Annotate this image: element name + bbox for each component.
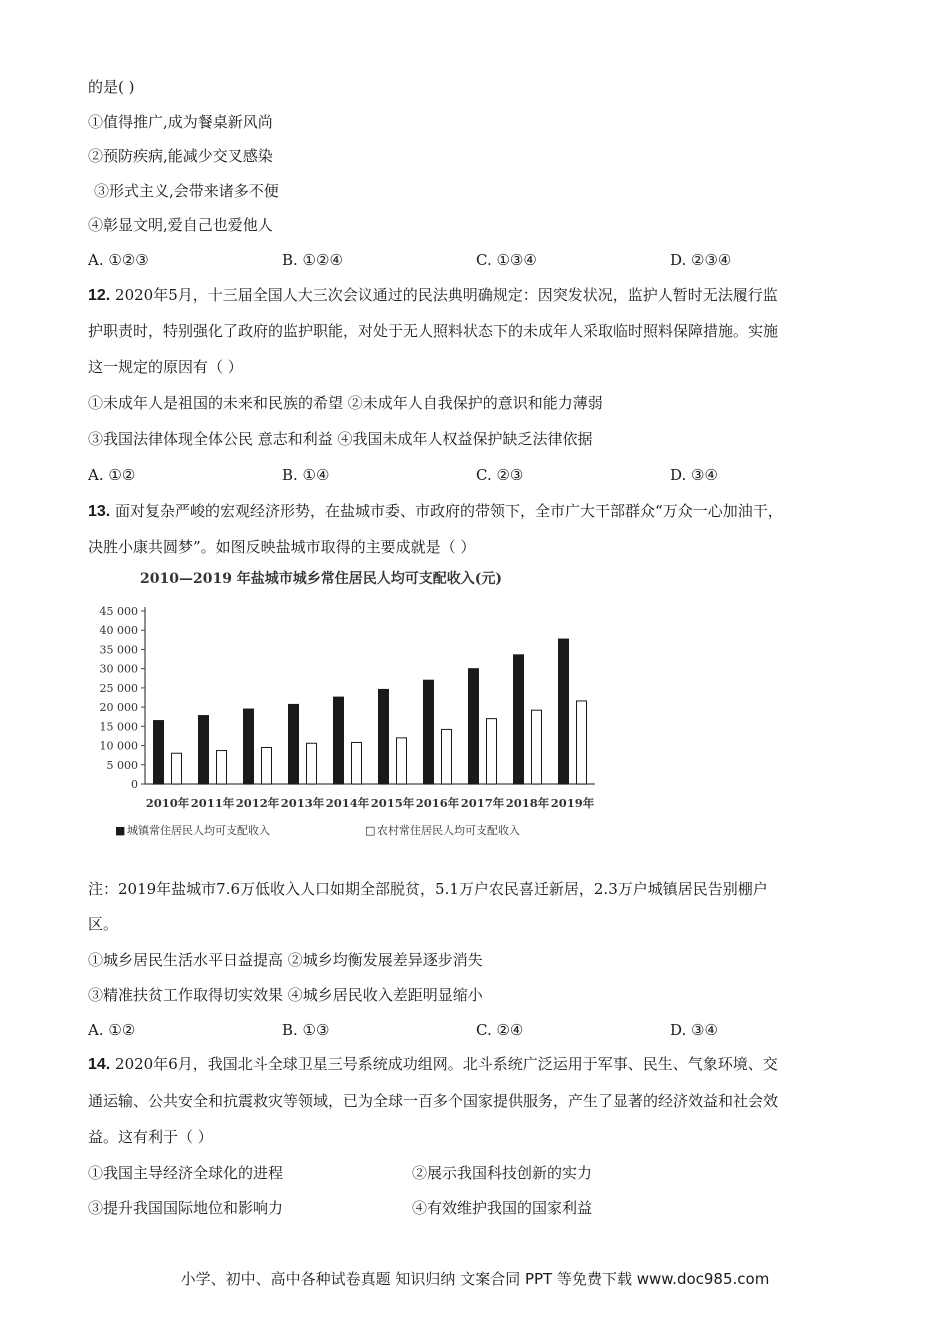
q11-item-1: ①值得推广,成为餐桌新风尚: [88, 113, 273, 131]
bar-urban-2014年: [334, 697, 344, 784]
q11-stem-end: 的是( ): [88, 78, 135, 96]
legend-marker-rural: □: [365, 824, 376, 837]
bar-rural-2017年: [487, 719, 497, 784]
x-tick-label: 2017年: [460, 796, 505, 810]
bar-rural-2011年: [217, 751, 227, 784]
bar-urban-2010年: [154, 721, 164, 784]
chart-legend: [115, 823, 520, 837]
y-tick-label: 5 000: [106, 758, 138, 772]
bar-urban-2018年: [514, 655, 524, 784]
q13-line-2: 决胜小康共圆梦”。如图反映盐城市取得的主要成就是（ ）: [88, 538, 476, 556]
q13-option-a: A. ①②: [88, 1021, 136, 1039]
q13-note-line-1: 注：2019年盐城市7.6万低收入人口如期全部脱贫，5.1万户农民喜迁新居，2.3万户城镇居民告别棚户: [88, 880, 768, 898]
bar-rural-2012年: [262, 747, 272, 784]
x-tick-label: 2014年: [325, 796, 370, 810]
q14-item-1: ①我国主导经济全球化的进程: [88, 1164, 284, 1182]
q12-item-row-2: ③我国法律体现全体公民 意志和利益 ④我国未成年人权益保护缺乏法律依据: [88, 430, 593, 448]
y-tick-label: 25 000: [99, 681, 138, 695]
page-footer: 小学、初中、高中各种试卷真题 知识归纳 文案合同 PPT 等免费下载 www.doc985.com: [180, 1270, 770, 1288]
q14-item-4: ④有效维护我国的国家利益: [412, 1199, 593, 1217]
bar-urban-2012年: [244, 709, 254, 784]
x-tick-label: 2011年: [190, 796, 235, 810]
y-tick-label: 45 000: [99, 605, 138, 618]
y-tick-label: 40 000: [99, 624, 138, 638]
x-tick-label: 2015年: [370, 796, 415, 810]
bar-urban-2019年: [559, 639, 569, 784]
x-tick-label: 2012年: [235, 796, 280, 810]
bar-urban-2013年: [289, 704, 299, 784]
q12-line-3: 这一规定的原因有（ ）: [88, 358, 243, 376]
income-bar-chart: [99, 566, 605, 846]
q13-note-line-2: 区。: [88, 915, 119, 933]
bar-rural-2019年: [577, 701, 587, 784]
q11-option-c: C. ①③④: [476, 251, 537, 269]
y-tick-label: 10 000: [99, 739, 138, 753]
x-tick-label: 2010年: [145, 796, 190, 810]
y-tick-label: 0: [131, 778, 138, 791]
q12-option-b: B. ①④: [282, 466, 330, 484]
q12-option-a: A. ①②: [88, 466, 136, 484]
legend-label-rural: 农村常住居民人均可支配收入: [377, 824, 520, 837]
bar-rural-2018年: [532, 710, 542, 784]
x-tick-label: 2016年: [415, 796, 460, 810]
y-tick-label: 35 000: [99, 643, 138, 657]
q13-line-1: 13. 面对复杂严峻的宏观经济形势，在盐城市委、市政府的带领下，全市广大干部群众“万众一心加油干，: [88, 502, 783, 520]
q11-option-a: A. ①②③: [88, 251, 149, 269]
q13-option-b: B. ①③: [282, 1021, 330, 1039]
bar-urban-2011年: [199, 716, 209, 784]
q12-line-2: 护职责时，特别强化了政府的监护职能，对处于无人照料状态下的未成年人采取临时照料保障措施。实施: [88, 322, 779, 340]
q12-option-d: D. ③④: [670, 466, 718, 484]
x-tick-label: 2019年: [550, 796, 595, 810]
legend-marker-urban: ■: [115, 824, 126, 837]
q14-line-1: 14. 2020年6月，我国北斗全球卫星三号系统成功组网。北斗系统广泛运用于军事、民生、气象环境、交: [88, 1055, 778, 1073]
bar-rural-2013年: [307, 743, 317, 784]
q11-item-2: ②预防疾病,能减少交叉感染: [88, 147, 273, 165]
y-tick-label: 30 000: [99, 662, 138, 676]
q14-line-2: 通运输、公共安全和抗震救灾等领域，已为全球一百多个国家提供服务，产生了显著的经济效益和社会效: [88, 1092, 779, 1110]
x-tick-label: 2018年: [505, 796, 550, 810]
q14-number: 14.: [88, 1056, 111, 1073]
q14-line-3: 益。这有利于（ ）: [88, 1128, 213, 1146]
q13-item-row-1: ①城乡居民生活水平日益提高 ②城乡均衡发展差异逐步消失: [88, 951, 483, 969]
q14-item-2: ②展示我国科技创新的实力: [412, 1164, 593, 1182]
bar-rural-2010年: [172, 753, 182, 784]
bar-rural-2014年: [352, 742, 362, 784]
q11-item-4: ④彰显文明,爱自己也爱他人: [88, 216, 273, 234]
legend-label-urban: 城镇常住居民人均可支配收入: [127, 824, 270, 837]
q13-number: 13.: [88, 503, 111, 520]
q11-option-d: D. ②③④: [670, 251, 732, 269]
y-tick-label: 15 000: [99, 720, 138, 734]
bar-urban-2015年: [379, 689, 389, 784]
bar-rural-2015年: [397, 738, 407, 784]
q12-option-c: C. ②③: [476, 466, 524, 484]
q11-option-b: B. ①②④: [282, 251, 343, 269]
bar-rural-2016年: [442, 729, 452, 784]
q12-line-1: 12. 2020年5月，十三届全国人大三次会议通过的民法典明确规定：因突发状况，监护人暂时无法履行监: [88, 286, 778, 304]
q13-option-d: D. ③④: [670, 1021, 718, 1039]
q13-option-c: C. ②④: [476, 1021, 524, 1039]
q14-item-3: ③提升我国国际地位和影响力: [88, 1199, 284, 1217]
x-tick-label: 2013年: [280, 796, 325, 810]
chart-title: 2010—2019 年盐城市城乡常住居民人均可支配收入(元): [140, 571, 503, 587]
q11-item-3: ③形式主义,会带来诸多不便: [94, 182, 279, 200]
bar-urban-2017年: [469, 669, 479, 784]
q12-number: 12.: [88, 287, 111, 304]
q12-item-row-1: ①未成年人是祖国的未来和民族的希望 ②未成年人自我保护的意识和能力薄弱: [88, 394, 603, 412]
bar-urban-2016年: [424, 680, 434, 784]
y-tick-label: 20 000: [99, 701, 138, 715]
q13-item-row-2: ③精准扶贫工作取得切实效果 ④城乡居民收入差距明显缩小: [88, 986, 483, 1004]
